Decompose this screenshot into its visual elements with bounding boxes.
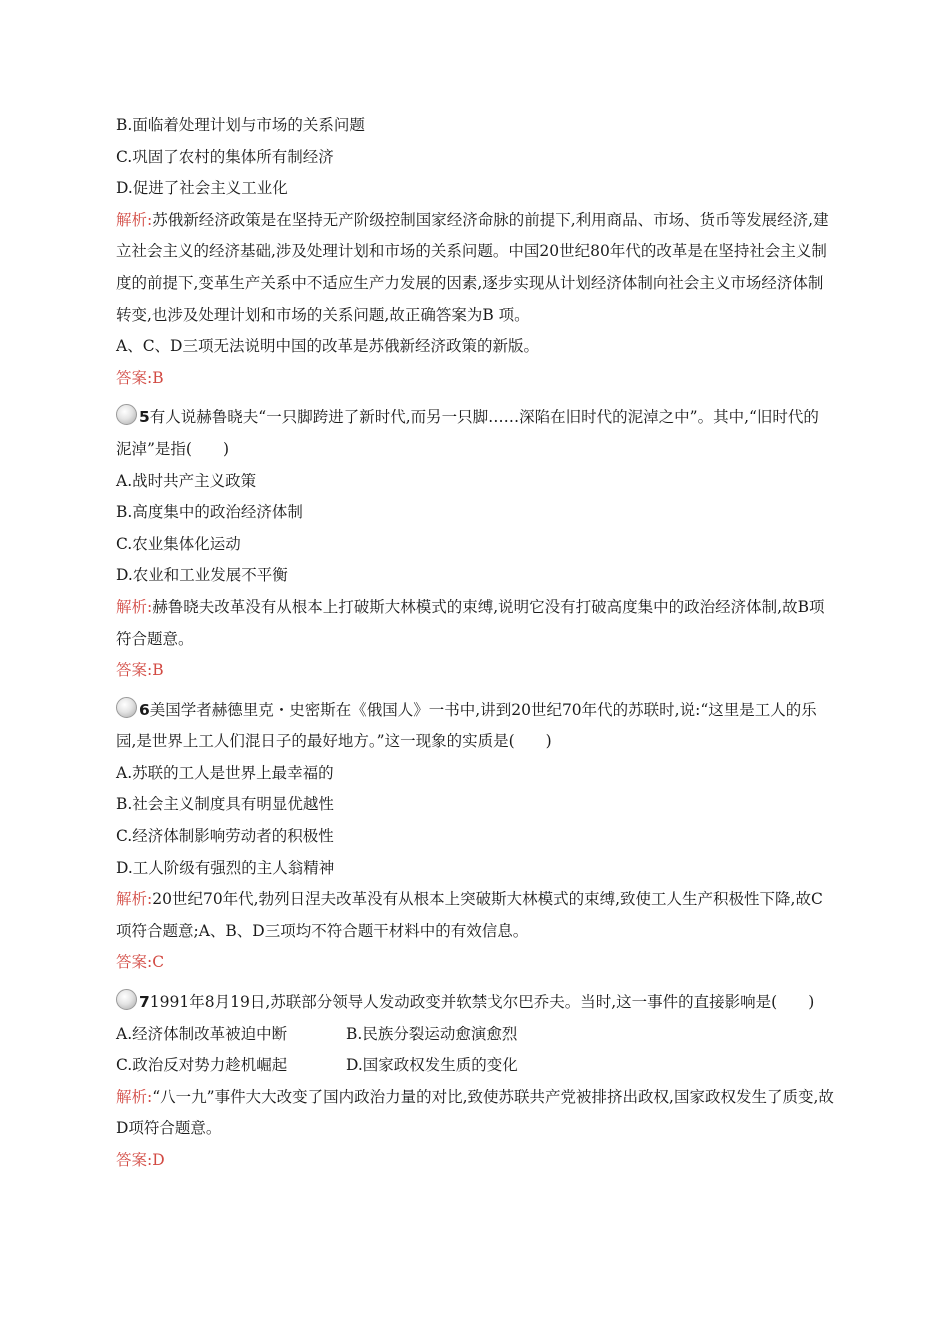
question-circle-icon	[116, 697, 137, 718]
analysis	[116, 884, 834, 947]
analysis	[116, 592, 834, 655]
analysis	[116, 1082, 834, 1145]
question-circle-icon	[116, 404, 137, 425]
answer-value: D	[152, 1151, 165, 1169]
answer-value: C	[152, 953, 165, 972]
answer-label: 答案:	[116, 661, 153, 680]
option-d: D.农业和工业发展不平衡	[116, 566, 288, 585]
option-c: C.农业集体化运动	[116, 534, 241, 553]
option-b: B.民族分裂运动愈演愈烈	[346, 1024, 518, 1043]
analysis-text: “八一九”事件大大改变了国内政治力量的对比,致使苏联共产党被排挤出政权,国家政权发生了质变,故D项符合题意。	[116, 1087, 834, 1138]
option-b: B.面临着处理计划与市场的关系问题	[116, 116, 365, 134]
analysis-label: 解析:	[116, 210, 153, 229]
question-text: 有人说赫鲁晓夫“一只脚跨进了新时代,而另一只脚……深陷在旧时代的泥淖之中”。其中,“旧时代的泥淖”是指( )	[116, 408, 819, 458]
option-b: B.社会主义制度具有明显优越性	[116, 795, 334, 814]
answer-label: 答案:	[116, 1151, 153, 1169]
option-a: A.经济体制改革被迫中断	[116, 1024, 288, 1043]
option-b: B.高度集中的政治经济体制	[116, 503, 303, 522]
question-stem	[116, 695, 834, 758]
answer	[116, 655, 834, 687]
analysis-text: 赫鲁晓夫改革没有从根本上打破斯大林模式的束缚,说明它没有打破高度集中的政治经济体制,故B项符合题意。	[116, 597, 825, 648]
question-number: 6	[139, 700, 150, 719]
question-number: 7	[139, 993, 150, 1012]
question-5	[116, 402, 834, 686]
question-6	[116, 695, 834, 979]
answer	[116, 363, 834, 395]
question-7	[116, 987, 834, 1177]
answer-label: 答案:	[116, 368, 153, 387]
option-d: D.工人阶级有强烈的主人翁精神	[116, 858, 335, 877]
answer-value: B	[152, 661, 164, 680]
options-row-1	[116, 1019, 834, 1051]
answer	[116, 947, 834, 979]
option-d: D.促进了社会主义工业化	[116, 179, 288, 198]
analysis-text: 苏俄新经济政策是在坚持无产阶级控制国家经济命脉的前提下,利用商品、市场、货币等发展经济,建立社会主义的经济基础,涉及处理计划和市场的关系问题。中国20世纪80年代的改革是在坚持社会主义制度的前提下,变革生产关系中不适应生产力发展的因素,逐步实现从计划经济体制向社会主义市场经济体制转变,也涉及处理计划和市场的关系问题,故正确答案为B 项。	[116, 210, 829, 324]
answer-label: 答案:	[116, 953, 153, 972]
question-text: 1991年8月19日,苏联部分领导人发动政变并软禁戈尔巴乔夫。当时,这一事件的直接影响是( )	[149, 993, 815, 1012]
analysis-label: 解析:	[116, 1087, 153, 1106]
option-c: C.经济体制影响劳动者的积极性	[116, 827, 334, 846]
question-stem	[116, 402, 834, 465]
answer	[116, 1145, 834, 1177]
answer-value: B	[152, 368, 164, 387]
analysis-label: 解析:	[116, 597, 153, 616]
option-c: C.政治反对势力趁机崛起	[116, 1056, 288, 1075]
question-number: 5	[139, 408, 150, 427]
option-a: A.战时共产主义政策	[116, 471, 257, 490]
analysis	[116, 205, 834, 331]
question-stem	[116, 987, 834, 1019]
option-c: C.巩固了农村的集体所有制经济	[116, 147, 334, 166]
analysis-text: 20世纪70年代,勃列日涅夫改革没有从根本上突破斯大林模式的束缚,致使工人生产积极性下降,故C项符合题意;A、B、D三项均不符合题干材料中的有效信息。	[116, 890, 823, 940]
option-a: A.苏联的工人是世界上最幸福的	[116, 763, 334, 782]
question-4	[116, 110, 834, 394]
analysis-label: 解析:	[116, 890, 153, 909]
option-d: D.国家政权发生质的变化	[346, 1056, 518, 1075]
question-text: 美国学者赫德里克・史密斯在《俄国人》一书中,讲到20世纪70年代的苏联时,说:“这里是工人的乐园,是世界上工人们混日子的最好地方。”这一现象的实质是( )	[116, 700, 817, 751]
options-row-2	[116, 1050, 834, 1082]
question-circle-icon	[116, 989, 137, 1010]
analysis-text-2: A、C、D三项无法说明中国的改革是苏俄新经济政策的新版。	[116, 337, 539, 356]
